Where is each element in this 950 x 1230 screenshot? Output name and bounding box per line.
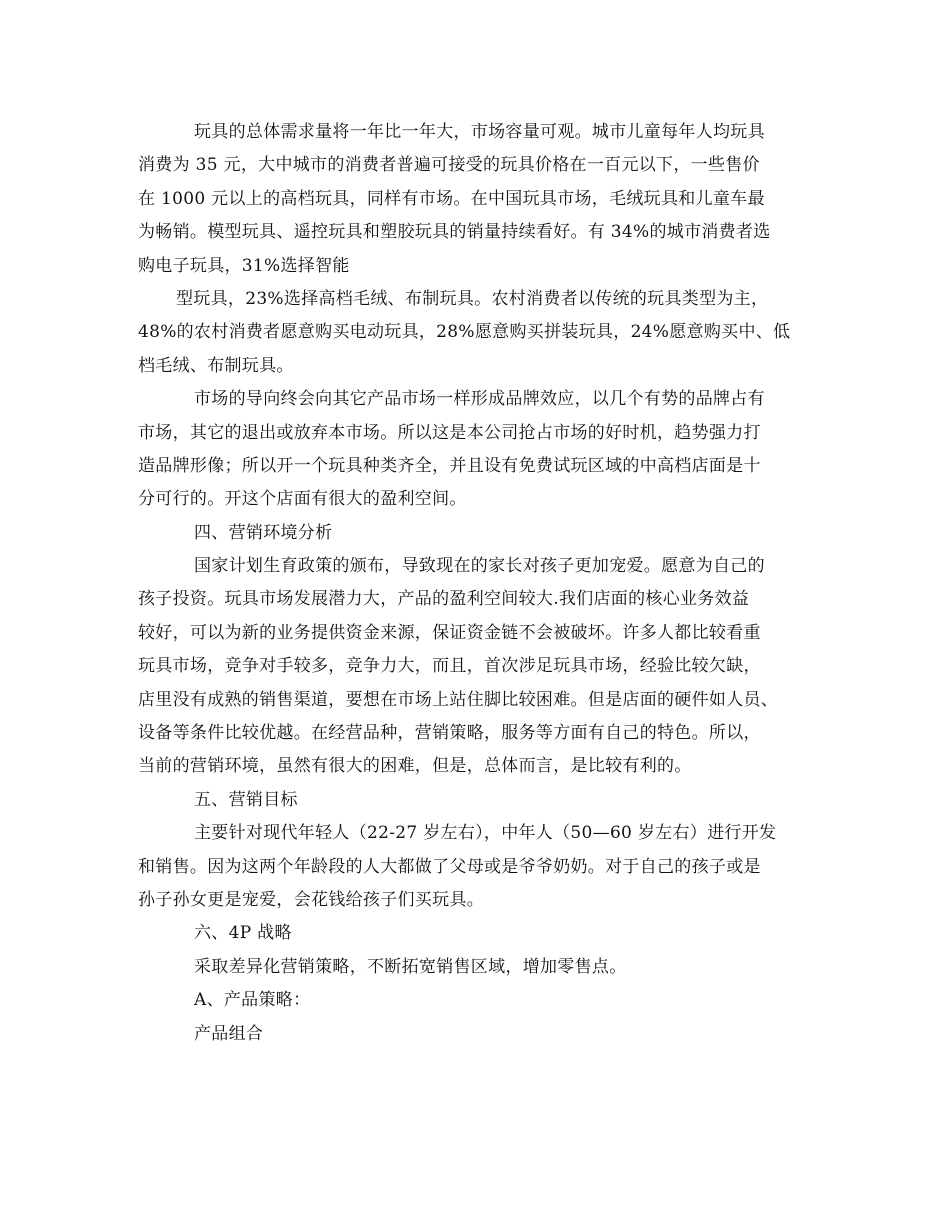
paragraph-line: 孙子孙女更是宠爱，会花钱给孩子们买玩具。 (138, 889, 484, 910)
paragraph-line: 在 1000 元以上的高档玩具，同样有市场。在中国玩具市场，毛绒玩具和儿童车最 (138, 188, 765, 209)
paragraph-line: 当前的营销环境，虽然有很大的困难，但是，总体而言，是比较有利的。 (138, 756, 692, 777)
paragraph-line: 较好，可以为新的业务提供资金来源，保证资金链不会被破坏。许多人都比较看重 (138, 622, 761, 643)
subsection-heading: A、产品策略： (194, 990, 311, 1011)
paragraph-line: 分可行的。开这个店面有很大的盈利空间。 (138, 489, 467, 510)
section-heading: 四、营销环境分析 (194, 522, 333, 543)
paragraph-line: 造品牌形像；所以开一个玩具种类齐全，并且设有免费试玩区域的中高档店面是十 (138, 455, 761, 476)
paragraph-line: 48%的农村消费者愿意购买电动玩具，28%愿意购买拼装玩具，24%愿意购买中、低 (138, 322, 791, 343)
paragraph-line: 国家计划生育政策的颁布，导致现在的家长对孩子更加宠爱。愿意为自己的 (194, 556, 765, 577)
paragraph-line: 产品组合 (194, 1023, 264, 1044)
paragraph-line: 市场的导向终会向其它产品市场一样形成品牌效应，以几个有势的品牌占有 (194, 389, 765, 410)
paragraph-line: 消费为 35 元，大中城市的消费者普遍可接受的玩具价格在一百元以下，一些售价 (138, 155, 760, 176)
paragraph-line: 孩子投资。玩具市场发展潜力大，产品的盈利空间较大.我们店面的核心业务效益 (138, 589, 750, 610)
paragraph-line: 玩具的总体需求量将一年比一年大，市场容量可观。城市儿童每年人均玩具 (194, 122, 765, 142)
paragraph-line: 主要针对现代年轻人（22-27 岁左右），中年人（50—60 岁左右）进行开发 (194, 823, 777, 844)
paragraph-line: 为畅销。模型玩具、遥控玩具和塑胶玩具的销量持续看好。有 34%的城市消费者选 (138, 222, 771, 243)
paragraph-line: 玩具市场，竞争对手较多，竞争力大，而且，首次涉足玩具市场，经验比较欠缺， (138, 656, 761, 677)
paragraph-line: 店里没有成熟的销售渠道，要想在市场上站住脚比较困难。但是店面的硬件如人员、 (138, 689, 779, 710)
paragraph-line: 档毛绒、布制玩具。 (138, 355, 294, 376)
paragraph-line: 型玩具，23%选择高档毛绒、布制玩具。农村消费者以传统的玩具类型为主， (176, 288, 769, 309)
paragraph-line: 购电子玩具，31%选择智能 (138, 255, 350, 276)
section-heading: 六、4P 战略 (194, 923, 292, 944)
document-body (138, 116, 818, 1051)
section-heading: 五、营销目标 (194, 789, 298, 810)
paragraph-line: 采取差异化营销策略，不断拓宽销售区域，增加零售点。 (194, 956, 627, 977)
paragraph-line: 市场，其它的退出或放弃本市场。所以这是本公司抢占市场的好时机，趋势强力打 (138, 422, 761, 443)
paragraph-line: 设备等条件比较优越。在经营品种，营销策略，服务等方面有自己的特色。所以， (138, 723, 761, 744)
paragraph-line: 和销售。因为这两个年龄段的人大都做了父母或是爷爷奶奶。对于自己的孩子或是 (138, 856, 761, 877)
